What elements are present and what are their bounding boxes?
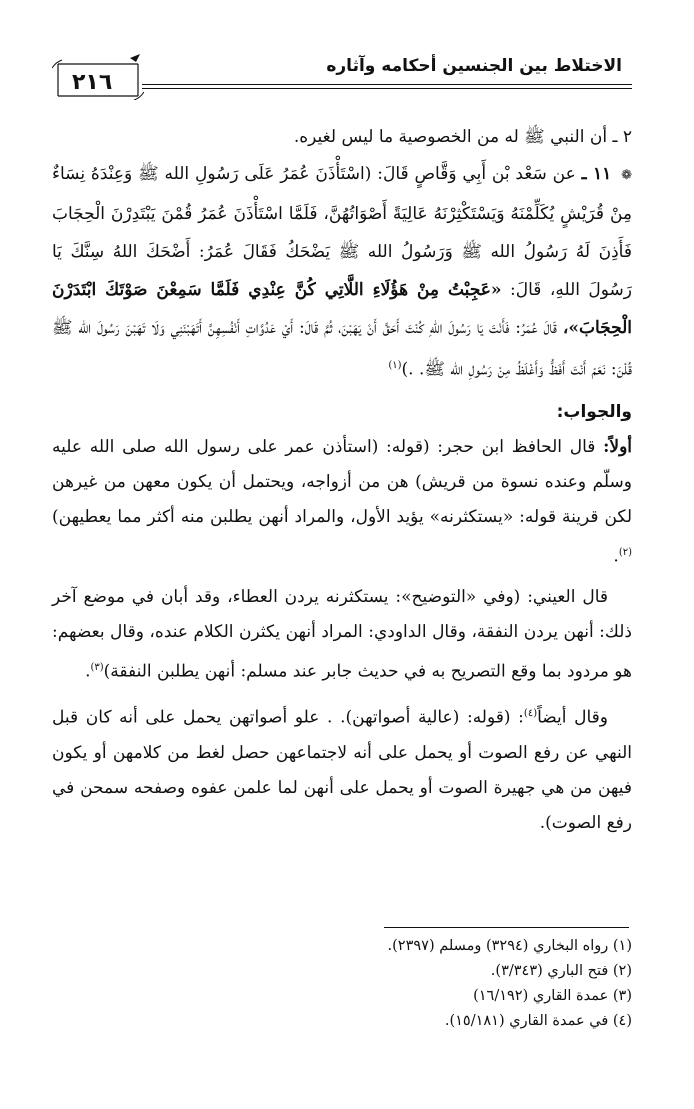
- header-rule: [142, 84, 632, 85]
- footnote-ref-1: (١): [388, 360, 402, 371]
- hadith-marker-icon: ❁: [621, 168, 632, 183]
- hadith-intro: عن سَعْد بْن أَبِي وَقَّاصٍ قَالَ: (اسْتَأْذَنَ عُمَرُ عَلَى رَسُولِ الله ﷺ وَعِنْدَهُ نِسَاءٌ مِنْ قُرَيْشٍ يُكَلِّمْنَهُ وَيَسْتَكْثِرْنَهُ عَالِيَةً أَصْوَاتُهُنَّ، فَلَمَّا اسْتَأْذَنَ عُمَرُ قُمْنَ يَبْتَدِرْنَ الْحِجَابَ فَأَذِنَ لَهُ رَسُولُ الله ﷺ وَرَسُولُ الله ﷺ يَضْحَكُ فَقَالَ عُمَرُ: أَضْحَكَ اللهُ سِنَّكَ يَا رَسُولَ اللهِ، قَالَ:: [52, 164, 632, 300]
- footnote-4: (٤) في عمدة القاري (١٥/١٨١).: [444, 1013, 632, 1029]
- footnote-ref-4: (٤): [523, 707, 538, 719]
- page-number-ornament: [52, 48, 144, 100]
- footnote-3: (٣) عمدة القاري (١٦/١٩٢): [473, 988, 632, 1004]
- paragraph-aini-2: [52, 696, 632, 841]
- paragraph-aini-2-start: وقال أيضاً: [537, 707, 608, 728]
- page-header: [52, 48, 632, 106]
- hadith-number: ١١ ـ: [581, 164, 612, 184]
- paragraph-ibn-hajar-text: قال الحافظ ابن حجر: (قوله: (استأذن عمر على رسول الله صلى الله عليه وسلّم وعنده نسوة من قريش) هن من أزواجه، ويحتمل أن يكون معهن من غيرهن لكن قرينة قوله: «يستكثرنه» يؤيد الأول، والمراد أنهن يطلبن منه أكثر مما يعطيهن): [52, 436, 632, 527]
- footnote-ref-3: (٣): [90, 662, 104, 674]
- hadith-quote: «عَجِبْتُ مِنْ هَؤُلَاءِ اللَّاتِي كُنَّ عِنْدِي فَلَمَّا سَمِعْنَ صَوْتَكَ ابْتَدَرْنَ الْحِجَابَ»،: [52, 280, 632, 338]
- answer-heading: والجواب:: [556, 401, 632, 422]
- footnotes: [72, 934, 632, 1034]
- hadith-rest: قَالَ عُمَرُ: فَأَنْتَ يَا رَسُولَ اللهِ كُنْتَ أَحَقَّ أَنْ يَهَبْنَ، ثُمَّ قَالَ: أَيْ عَدُوَّاتِ أَنْفُسِهِنَّ أَتَهَبْنَنِي وَلَا تَهَبْنَ رَسُولَ الله ﷺ قُلْنَ: نَعَمْ أَنْتَ أَفَظُّ وَأَغْلَظُ مِنْ رَسُولِ الله ﷺ. .): [52, 318, 632, 380]
- paragraph-aini-2-text: : (قوله: (عالية أصواتهن). . علو أصواتهن يحمل على أنه كان قبل النهي عن رفع الصوت أو يحمل على أنه لاجتماعهن حصل لغط من كلامهن أو يكون فيهن من هي جهيرة الصوت أو يحمل على أنهن لما علمن عفوه وصفحه سمحن في رفع الصوت).: [52, 707, 632, 833]
- paragraph-aini: قال العيني: (وفي «التوضيح»: يستكثرنه يردن العطاء، وقد أبان في موضع آخر ذلك: أنهن يردن النفقة، وقال الداودي: المراد أنهن يكثرن الكلام عنده، وقال بعضهم: هو مردود بما وقع التصريح به في حديث جابر عند مسلم: أنهن يطلبن النفقة)$^{(٣)}$.: [52, 587, 632, 682]
- running-title: الاختلاط بين الجنسين أحكامه وآثاره: [326, 56, 622, 76]
- footnote-2: (٢) فتح الباري (٣/٣٤٣).: [490, 963, 632, 979]
- paragraph-ibn-hajar: أولاً: قال الحافظ ابن حجر: (قوله: (استأذن عمر على رسول الله صلى الله عليه وسلّم وعنده نسوة من قريش) هن من أزواجه، ويحتمل أن يكون معهن من غيرهن لكن قرينة قوله: «يستكثرنه» يؤيد الأول، والمراد أنهن يطلبن منه أكثر مما يعطيهن)$^{(٢)}$.: [52, 436, 632, 567]
- footnote-ref-2: (٢): [618, 546, 632, 558]
- footnote-1: (١) رواه البخاري (٣٢٩٤) ومسلم (٢٣٩٧).: [387, 938, 632, 954]
- footnote-separator: [384, 927, 629, 928]
- body-line-point2: ٢ ـ أن النبي ﷺ له من الخصوصية ما ليس لغيره.: [293, 127, 632, 147]
- paragraph-aini-text: قال العيني: (وفي «التوضيح»: يستكثرنه يردن العطاء، وقد أبان في موضع آخر ذلك: أنهن يردن النفقة، وقال الداودي: المراد أنهن يكثرن الكلام عنده، وقال بعضهم: هو مردود بما وقع التصريح به في حديث جابر عند مسلم: أنهن يطلبن النفقة): [52, 587, 632, 682]
- page-number: ٢١٦: [72, 70, 113, 95]
- page-body: [52, 120, 632, 841]
- header-rule-inner: [142, 88, 632, 89]
- hadith-paragraph: [52, 155, 632, 389]
- first-label: أولاً:: [603, 436, 632, 457]
